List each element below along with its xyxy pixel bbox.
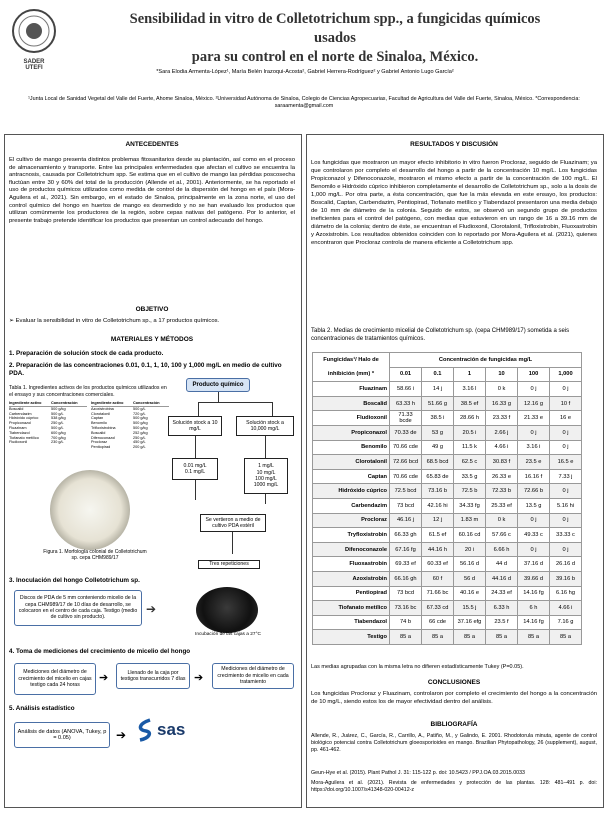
table2-fungicide: Captan [313, 469, 390, 484]
t2-concentration-header: 10 [486, 367, 518, 382]
step-4-label: Toma de mediciones del crecimiento de micelio del hongo [16, 648, 191, 655]
flow-stock-2: Solución stock a 10,000 mg/L [236, 416, 294, 436]
table2-value: 61.5 ef [422, 528, 454, 543]
flow-pour: Se vertieron a medio de cultivo PDA estéril [200, 514, 266, 532]
table1-ingredient: Tiabendazol [9, 430, 30, 435]
table-row [313, 455, 582, 470]
table2-value: 11.5 k [454, 440, 486, 455]
table2-value: 7.33 j [550, 469, 582, 484]
table2-value: 4.66 i [486, 440, 518, 455]
table2-value: 65.83 de [422, 469, 454, 484]
table-row [313, 484, 582, 499]
table1-concentration: 720 g/L [133, 411, 146, 416]
table2-value: 0 j [550, 484, 582, 499]
table2-value: 69.33 ef [390, 557, 422, 572]
ref-2: Geun-Hye et al. (2015). Plant Pathol J. 31: 115-122 p. doi: 10.5423 / PPJ.OA.03.2015.0033 [311, 770, 525, 776]
table2-fungicide: Propiconazol [313, 425, 390, 440]
objetivo-title: OBJETIVO [135, 306, 169, 313]
table2-value: 42.16 hi [422, 498, 454, 513]
table2-value: 26.16 d [550, 557, 582, 572]
table2-value: 74 b [390, 615, 422, 630]
table2-value: 14.16 fg [518, 615, 550, 630]
t1-head-concentration: Concentración [51, 401, 78, 405]
affiliations: ¹Junta Local de Sanidad Vegetal del Valle del Fuerte, Ahome Sinaloa, México. ²Universidad Autónoma de Sinaloa, Colegio de Ciencias Agropecuarias, Facultad de Agricultura del Valle del Fuerte, Sinaloa, México. *Correspondencia: saraamenta@gmail.com [28, 96, 580, 109]
table2-value: 72.5 b [454, 484, 486, 499]
poster-title [110, 10, 560, 67]
table1-ingredient: Boscalid [91, 430, 106, 435]
table2-value: 39.16 b [550, 571, 582, 586]
table2-value: 6.16 hg [550, 586, 582, 601]
table2-value: 62.5 c [454, 455, 486, 470]
table2-value: 21.33 e [518, 411, 550, 426]
table2-value: 44.16 h [422, 542, 454, 557]
conclusiones-text: Los fungicidas Procloraz y Fluazinam, controlaron por completo el crecimiento del hongo a la concentración de 10 mg/L, siendo estos los de mayor efectividad dentro del análisis. [311, 691, 597, 705]
logo [10, 8, 58, 71]
table2-value: 6 h [518, 601, 550, 616]
table2-value: 0 j [518, 513, 550, 528]
table2-value: 0 j [550, 425, 582, 440]
table2-fungicide: Pentiopirad [313, 586, 390, 601]
table1-concentration: 450 g/L [133, 440, 146, 445]
table2-value: 56 d [454, 571, 486, 586]
table2-value: 25.33 ef [486, 498, 518, 513]
table2-value: 56.16 d [454, 557, 486, 572]
table2-value: 30.83 f [486, 455, 518, 470]
table2-value: 12.16 g [518, 396, 550, 411]
table1-ingredient: Benomilo [91, 421, 107, 426]
table2-fungicide: Carbendazim [313, 498, 390, 513]
table-row [313, 557, 582, 572]
table1-concentration: 538 g/kg [51, 416, 66, 421]
flow-reps: Tres repeticiones [198, 560, 260, 569]
table-row [313, 615, 582, 630]
table2-value: 0 j [518, 382, 550, 397]
table-row [313, 586, 582, 601]
table1-ingredient: Difenoconazol [91, 435, 116, 440]
table2-value: 16.5 e [550, 455, 582, 470]
table1-concentration: 500 g/kg [133, 416, 148, 421]
table2-value: 67.33 cd [422, 601, 454, 616]
conclusiones-title: CONCLUSIONES [427, 679, 481, 686]
table2-value: 57.66 c [486, 528, 518, 543]
table2-value: 60 f [422, 571, 454, 586]
title-line-1: Sensibilidad in vitro de Colletotrichum spp., a fungicidas químicos usados [129, 11, 541, 46]
table1-ingredient: Hidróxido cúprico [9, 416, 39, 421]
flow-stock-1: Solución stock a 10 mg/L [168, 416, 222, 436]
table2-value: 26.33 e [486, 469, 518, 484]
table2-value: 49 g [422, 440, 454, 455]
table2-value: 66.33 gh [390, 528, 422, 543]
step-2-label: Preparación de las concentraciones 0.01, 0.1, 1, 10, 100 y 1,000 mg/L en medio de cultivo PDA. [9, 362, 282, 377]
table1-concentration: 250 g/L [133, 435, 146, 440]
table2-value: 39.66 d [518, 571, 550, 586]
table2-value: 85 a [422, 630, 454, 645]
title-line-2: para su control en el norte de Sinaloa, México. [191, 49, 479, 65]
flow-arrow [195, 480, 196, 500]
t2-header-inhibition: inhibición (mm) * [313, 367, 390, 382]
table1-row [91, 445, 169, 450]
table-row [313, 498, 582, 513]
table1-concentration: 500 g/L [51, 425, 64, 430]
table1-concentration: 500 g/L [51, 411, 64, 416]
table2-value: 66.16 gh [390, 571, 422, 586]
table2-value: 71.66 bc [422, 586, 454, 601]
table2-value: 10 f [550, 396, 582, 411]
t2-concentration-header: 1 [454, 367, 486, 382]
flow-conc-1: 0.01 mg/L 0.1 mg/L [172, 458, 218, 480]
table2-value: 72.66 b [518, 484, 550, 499]
arrow-right-icon: ➔ [146, 602, 157, 616]
table2-value: 24.33 ef [486, 586, 518, 601]
table2-value: 15.5 j [454, 601, 486, 616]
table2-fungicide: Tryfloxistrobin [313, 528, 390, 543]
table2-value: 66 cde [422, 615, 454, 630]
table2-value: 72.33 b [486, 484, 518, 499]
materiales-title: MATERIALES Y MÉTODOS [110, 336, 194, 343]
incubation-caption: Incubación de las cajas a 27°C [195, 632, 261, 637]
table2-value: 40.16 e [454, 586, 486, 601]
figure1-caption: Figura 1. Morfología colonial de Colletotrichum sp. cepa CHM989/17 [43, 549, 147, 562]
flow-branch [198, 402, 272, 403]
table1-ingredient: Clorotalonil [91, 411, 110, 416]
step-1-label: Preparación de solución stock de cada producto. [16, 350, 164, 357]
table2-fungicide: Fluoxastrobin [313, 557, 390, 572]
bibliografia-title: BIBLIOGRAFÍA [430, 721, 478, 728]
table-row [313, 601, 582, 616]
table-row [313, 396, 582, 411]
step-2: 2. Preparación de las concentraciones 0.01, 0.1, 1, 10, 100 y 1,000 mg/L en medio de cultivo PDA. [9, 362, 282, 377]
table2-value: 73.16 b [422, 484, 454, 499]
t2-concentration-header: 0.1 [422, 367, 454, 382]
table-row [313, 513, 582, 528]
flow-arrow [198, 402, 199, 416]
flow-arrow [272, 402, 273, 416]
petri-dish-photo [50, 470, 130, 550]
table2-value: 16.16 f [518, 469, 550, 484]
step-1: 1. Preparación de solución stock de cada producto. [9, 350, 164, 357]
table2-fungicide: Azoxistrobin [313, 571, 390, 586]
table2-value: 3.16 i [518, 440, 550, 455]
table-row [313, 528, 582, 543]
table1-concentration: 230 g/L [51, 440, 64, 445]
table-row [313, 440, 582, 455]
arrow-right-icon: ➔ [99, 672, 109, 684]
authors: *Sara Elodia Armenta-López¹, María Belén Irazoqui-Acosta², Gabriel Herrera-Rodríguez² y Gabriel Antonio Lugo García² [156, 69, 454, 75]
flow-conc-2: 1 mg/L 10 mg/L 100 mg/L 1000 mg/L [244, 458, 288, 494]
ref-3: Mora-Aguilera et al. (2021). Revista de enfermedades y protección de las plantas. 128: 481–491 p. doi: https://doi.org/10.1007/s41348-020-00412-z [311, 780, 597, 793]
table2-value: 72.5 bcd [390, 484, 422, 499]
table2-value: 63.33 h [390, 396, 422, 411]
table2-value: 44.16 d [486, 571, 518, 586]
table2-value: 73 bcd [390, 586, 422, 601]
table2-caption: Tabla 2. Medias de crecimiento micelial de Colletotrichum sp. (cepa CHM989/17) sometida a seis concentraciones de tratamientos químicos. [311, 328, 570, 342]
table1-concentration: 700 g/kg [51, 435, 66, 440]
table1-ingredient: Tiofanato metílico [9, 435, 39, 440]
inoculation-box: Discos de PDA de 5 mm conteniendo micelio de la cepa CHM989/17 de 10 días de desarrollo, se colocaron en el centro de cada caja. Testigo (medio de cultivo sin producto). [14, 590, 142, 626]
table2-value: 12 j [422, 513, 454, 528]
measure-box-1: Mediciones del diámetro de crecimiento del micelio en cajas testigo cada 24 horas [14, 663, 96, 695]
table1-ingredient: Propiconazol [9, 421, 31, 426]
table2-value: 38.5 ef [454, 396, 486, 411]
table2-value: 85 a [550, 630, 582, 645]
incubation-photo [196, 587, 258, 633]
table2-value: 49.33 c [518, 528, 550, 543]
step-3: 3. Inoculación del hongo Colletotrichum sp. [9, 577, 140, 584]
table2-value: 20.5 i [454, 425, 486, 440]
table2-value: 72.66 bcd [390, 455, 422, 470]
table2-value: 16 e [550, 411, 582, 426]
table2-value: 37.16 d [518, 557, 550, 572]
table2-value: 85 a [454, 630, 486, 645]
table1-caption: Tabla 1. Ingredientes activos de los productos químicos utilizados en el ensayo y sus concentraciones comerciales. [9, 385, 167, 398]
table2-value: 14.16 fg [518, 586, 550, 601]
table2-value: 23.5 e [518, 455, 550, 470]
t1-head-ingredient-b: Ingrediente activo [91, 401, 124, 405]
table2-value: 51.66 g [422, 396, 454, 411]
table2-value: 34.33 fg [454, 498, 486, 513]
table2-fungicide: Fluazinam [313, 382, 390, 397]
stats-box: Análisis de datos (ANOVA, Tukey, p = 0.05) [14, 722, 110, 748]
logo-sader: SADER [23, 59, 45, 65]
table2-value: 33.5 g [454, 469, 486, 484]
sas-text: sas [157, 720, 186, 739]
table2-value: 28.66 h [454, 411, 486, 426]
t2-concentration-header: 100 [518, 367, 550, 382]
step-5-label: Análisis estadístico [15, 705, 75, 712]
objetivo-text: ➢ Evaluar la sensibilidad in vitro de Colletotrichum sp., a 17 productos químicos. [9, 318, 220, 324]
table1-concentration: 500 g/kg [133, 421, 148, 426]
table1-ingredient: Trifloxistrobina [91, 425, 116, 430]
table1-ingredient: Pentiopirad [91, 445, 111, 450]
table1-concentration: 500 g/kg [133, 425, 148, 430]
table-row [313, 542, 582, 557]
table1-ingredient: Captan [91, 416, 104, 421]
table1-ingredient: Boscalid [9, 406, 24, 411]
table1-concentration: 252 g/kg [133, 430, 148, 435]
flow-arrow [265, 436, 266, 458]
table2-value: 16.33 g [486, 396, 518, 411]
measure-box-2: Llenado de la caja por testigos transcurridos 7 días [116, 663, 190, 689]
table1-concentration: 200 g/L [133, 445, 146, 450]
table1-ingredient: Carbendazim [9, 411, 32, 416]
antecedentes-title: ANTECEDENTES [125, 141, 179, 148]
table2-fungicide: Fludioxonil [313, 411, 390, 426]
seal-icon [10, 8, 58, 54]
flow-arrow [265, 494, 266, 504]
sas-swoosh-icon [136, 718, 154, 742]
table-row [313, 425, 582, 440]
table1-ingredient: Fludioxonil [9, 440, 28, 445]
table2-value: 0 j [518, 425, 550, 440]
table2-value: 0 j [550, 440, 582, 455]
table1-row [9, 440, 87, 445]
table2-value: 0 j [518, 542, 550, 557]
table2-value: 53 g [422, 425, 454, 440]
table2-value: 4.66 i [550, 601, 582, 616]
table2-fungicide: Procloraz [313, 513, 390, 528]
step-4: 4. Toma de mediciones del crecimiento de micelio del hongo [9, 648, 191, 655]
table2-value: 0 j [550, 542, 582, 557]
table1-concentration: 500 g/L [133, 406, 146, 411]
table2-value: 14 j [422, 382, 454, 397]
table2-value: 70.66 cde [390, 440, 422, 455]
t1-head-ingredient: Ingrediente activo [9, 401, 42, 405]
t2-concentration-header: 1,000 [550, 367, 582, 382]
table2-value: 68.5 bcd [422, 455, 454, 470]
table2-value: 0 j [550, 382, 582, 397]
table2-value: 46.16 j [390, 513, 422, 528]
t2-header-fungicides: Fungicidas¹/ Halo de [313, 353, 390, 368]
table1-ingredient: Azoxistrobina [91, 406, 114, 411]
flow-arrow [232, 532, 233, 554]
table2-value: 1.83 m [454, 513, 486, 528]
table2-value: 0 k [486, 382, 518, 397]
table2-value: 67.16 fg [390, 542, 422, 557]
table2-fungicide: Tiofanato metílico [313, 601, 390, 616]
table1-concentration: 500 g/kg [51, 406, 66, 411]
table2-value: 23.33 f [486, 411, 518, 426]
table2-value: 44 d [486, 557, 518, 572]
table2-fungicide: Tiabendazol [313, 615, 390, 630]
arrow-right-icon: ➔ [116, 728, 127, 742]
table2-value: 85 a [518, 630, 550, 645]
flow-product: Producto químico [186, 378, 250, 392]
table2-fungicide: Clorotalonil [313, 455, 390, 470]
table1-ingredient: Procloraz [91, 440, 108, 445]
measure-box-3: Mediciones del diámetro de crecimiento de micelio en cada tratamiento [212, 663, 294, 689]
table2-note: Las medias agrupadas con la misma letra no difieren estadísticamente Tukey (P=0.05). [311, 664, 524, 670]
table2-value: 13.5 g [518, 498, 550, 513]
flow-arrow [195, 436, 196, 458]
t1-head-concentration-b: Concentración [133, 401, 160, 405]
table2-value: 6.33 h [486, 601, 518, 616]
antecedentes-text: El cultivo de mango presenta distintos problemas fitosanitarios desde su plantación, así como en el proceso de almacenamiento y transporte. Entre las principales enfermedades que afectan el cultivo se encuentra la antracnosis, causada por Colletotrichum spp. Se estima que en el cultivo de mango las pérdidas poscosecha fluctúan entre 30 y 60% del total de la producción (Allende et al., 2001). Anteriormente, se ha reportado el uso de productos químicos utilizados como medida de control de la dispersión del hongo en el país (Mora-Aguilera et al., 2021). Sin embargo, en el estado de Sinaloa, principalmente en la zona norte, el uso del control químico del hongo en huertos de mango es desmedido y no se han evaluado los productos que utilizan comúnmente los productores de la región, sobre cepas nativas del patógeno. Por lo anterior, el presente trabajo pretende identificar los productos que presentan un control adecuado del hongo. [9, 157, 295, 224]
step-5: 5. Análisis estadístico [9, 705, 75, 712]
results-title: RESULTADOS Y DISCUSIÓN [410, 141, 498, 148]
table2-value: 33.33 c [550, 528, 582, 543]
table2-value: 0 j [550, 513, 582, 528]
table-row [313, 469, 582, 484]
table2-value: 73.16 bc [390, 601, 422, 616]
table2-value: 60.33 ef [422, 557, 454, 572]
table2-value: 85 a [486, 630, 518, 645]
table2-value: 3.16 l [454, 382, 486, 397]
table1-part-a [9, 401, 87, 450]
table2-value: 7.16 g [550, 615, 582, 630]
flow-arrow [218, 392, 219, 402]
table1 [9, 401, 169, 450]
table2-fungicide: Hidróxido cúprico [313, 484, 390, 499]
ref-1: Allende, R., Juárez, C., García, R., Carrillo, A., Patiño, M., y Galindo, E. 2001. Rhodotorula minuta, agente de control biológico potencial contra Colletotrichum gloeosporioides en mango. Brazilian Phytopathology, 26 (supplement), august, pp. 461-462. [311, 733, 597, 753]
t2-header-concentration: Concentración de fungicidas mg/L [390, 353, 582, 368]
table2-value: 5.16 hi [550, 498, 582, 513]
table2-value: 0 k [486, 513, 518, 528]
table2-value: 2.66 j [486, 425, 518, 440]
table2 [312, 352, 582, 645]
table2-value: 85 a [390, 630, 422, 645]
table1-concentration: 250 g/L [51, 421, 64, 426]
table2-value: 37.16 efg [454, 615, 486, 630]
table2-value: 60.16 cd [454, 528, 486, 543]
table1-ingredient: Fluazinam [9, 425, 27, 430]
table2-fungicide: Testigo [313, 630, 390, 645]
table-row [313, 571, 582, 586]
table2-value: 73 bcd [390, 498, 422, 513]
table1-part-b [91, 401, 169, 450]
logo-utefi: UTEFI [25, 65, 43, 71]
table-row [313, 630, 582, 645]
t2-concentration-header: 0.01 [390, 367, 422, 382]
arrow-right-icon: ➔ [194, 672, 204, 684]
table-row [313, 411, 582, 426]
table2-value: 38.5 i [422, 411, 454, 426]
step-3-label: Inoculación del hongo Colletotrichum sp. [16, 577, 140, 584]
results-text: Los fungicidas que mostraron un mayor efecto inhibitorio in vitro fueron Procloraz, seguido de Fluazinam; ya que controlaron por completo el desarrollo del hongo a partir de la concentración 10 mg/L. Los fungicidas Propiconazol y Difenoconazole, mostraron el mismo efecto a partir de la concentración de 100 mg/L. El Benomilo e Hidróxido cúprico inhibieron completamente el desarrollo de Colletotrichum sp., solo a la dosis de 1,000 mg/L. Por otra parte, a ésta concentración, que fue la más elevada en este ensayo, los productos: Boscalid, Captan, Carbendazim, Pentiopirad, Tiofanato metílico y Tiabendazol presentaron una media debajo de 10 mm de diámetro de la colonia. Seguido de estos, se observó un segundo grupo de productos ineficientes para el control del patógeno, con medias que estuvieron en un rango de 16 a 39.16 mm de diámetro de la colonia; dentro de éste, se encuentran el Fludioxonil, Clorotalonil, Trifloxistrobin, Fluoxastrobin y Azoxistrobin. Los resultados obtenidos coinciden con lo reportado por Mora-Aguilera et al. (2021), quienes encontraron que Procloraz controla de manera eficiente a Colletotrichum spp. [311, 160, 597, 246]
table2-value: 71.33 bcde [390, 411, 422, 426]
table2-fungicide: Benomilo [313, 440, 390, 455]
table2-value: 70.33 de [390, 425, 422, 440]
sas-logo [136, 718, 185, 742]
table2-value: 70.66 cde [390, 469, 422, 484]
table2-value: 6.66 h [486, 542, 518, 557]
objetivo-text-value: Evaluar la sensibilidad in vitro de Colletotrichum sp., a 17 productos químicos. [15, 318, 220, 324]
table2-fungicide: Difenoconazole [313, 542, 390, 557]
table2-value: 23.5 f [486, 615, 518, 630]
table2-value: 20 i [454, 542, 486, 557]
table1-concentration: 600 g/kg [51, 430, 66, 435]
table-row [313, 382, 582, 397]
table2-fungicide: Boscalid [313, 396, 390, 411]
table2-value: 58.66 i [390, 382, 422, 397]
